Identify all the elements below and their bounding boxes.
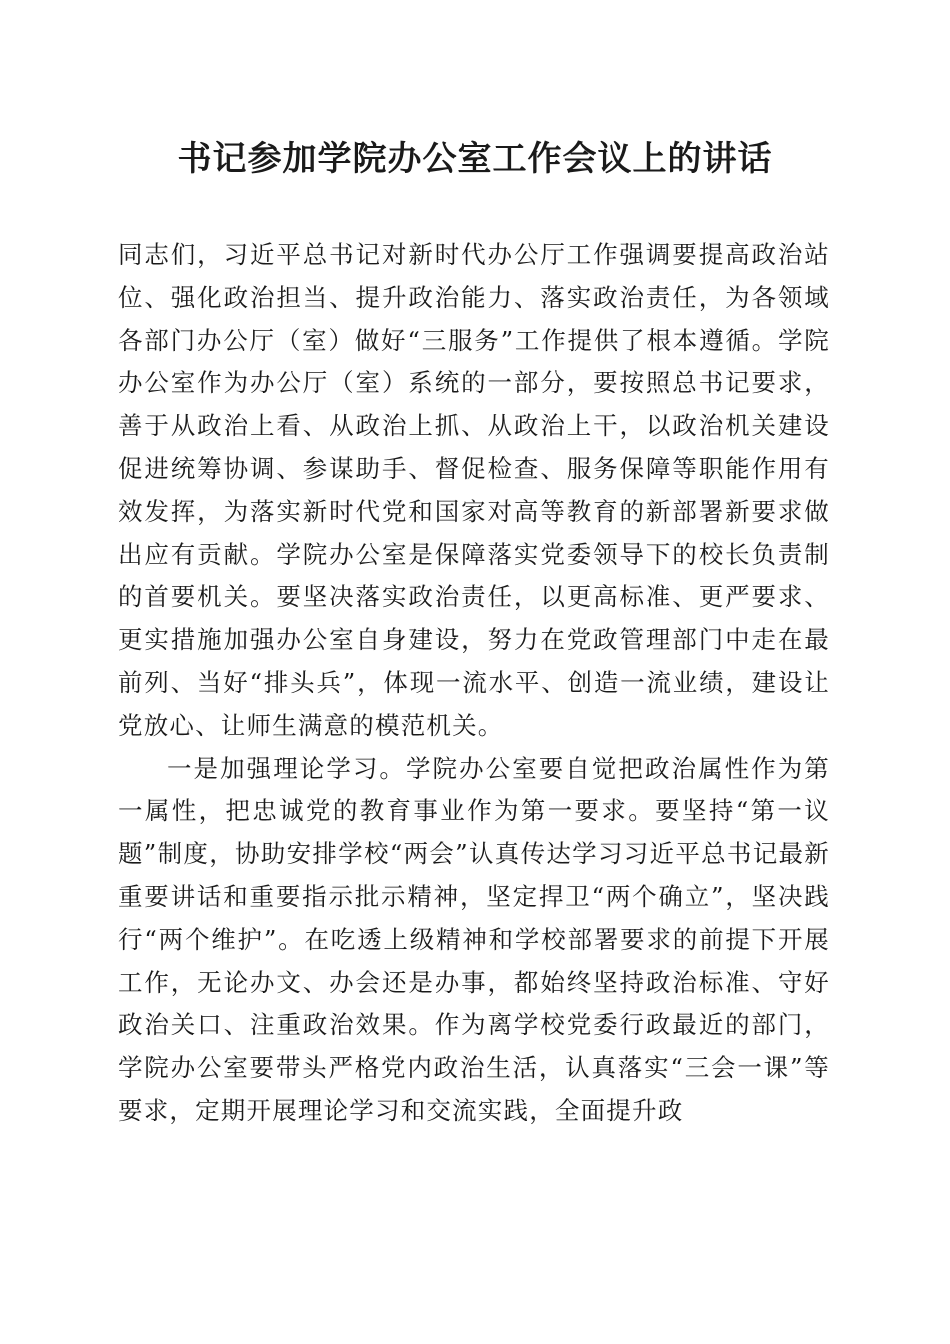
paragraph-intro — [118, 234, 830, 748]
paragraph-1-lead: 一是加强理论学习。 — [167, 753, 406, 783]
document-title: 书记参加学院办公室工作会议上的讲话 — [177, 139, 773, 179]
document-body — [118, 234, 830, 1133]
paragraph-1 — [118, 748, 830, 1133]
paragraph-intro-text: 同志们，习近平总书记对新时代办公厅工作强调要提高政治站位、强化政治担当、提升政治能力、落实政治责任，为各领域各部门办公厅（室）做好“三服务”工作提供了根本遵循。学院办公室作为办公厅（室）系统的一部分，要按照总书记要求，善于从政治上看、从政治上抓、从政治上干，以政治机关建设促进统筹协调、参谋助手、督促检查、服务保障等职能作用有效发挥，为落实新时代党和国家对高等教育的新部署新要求做出应有贡献。学院办公室是保障落实党委领导下的校长负责制的首要机关。要坚决落实政治责任，以更高标准、更严要求、更实措施加强办公室自身建设，努力在党政管理部门中走在最前列、当好“排头兵”，体现一流水平、创造一流业绩，建设让党放心、让师生满意的模范机关。 — [118, 240, 830, 740]
paragraph-1-text: 学院办公室要自觉把政治属性作为第一属性，把忠诚党的教育事业作为第一要求。要坚持“第一议题”制度，协助安排学校“两会”认真传达学习习近平总书记最新重要讲话和重要指示批示精神，坚定捍卫“两个确立”，坚决践行“两个维护”。在吃透上级精神和学校部署要求的前提下开展工作，无论办文、办会还是办事，都始终坚持政治标准、守好政治关口、注重政治效果。作为离学校党委行政最近的部门，学院办公室要带头严格党内政治生活，认真落实“三会一课”等要求，定期开展理论学习和交流实践，全面提升政 — [118, 753, 830, 1125]
